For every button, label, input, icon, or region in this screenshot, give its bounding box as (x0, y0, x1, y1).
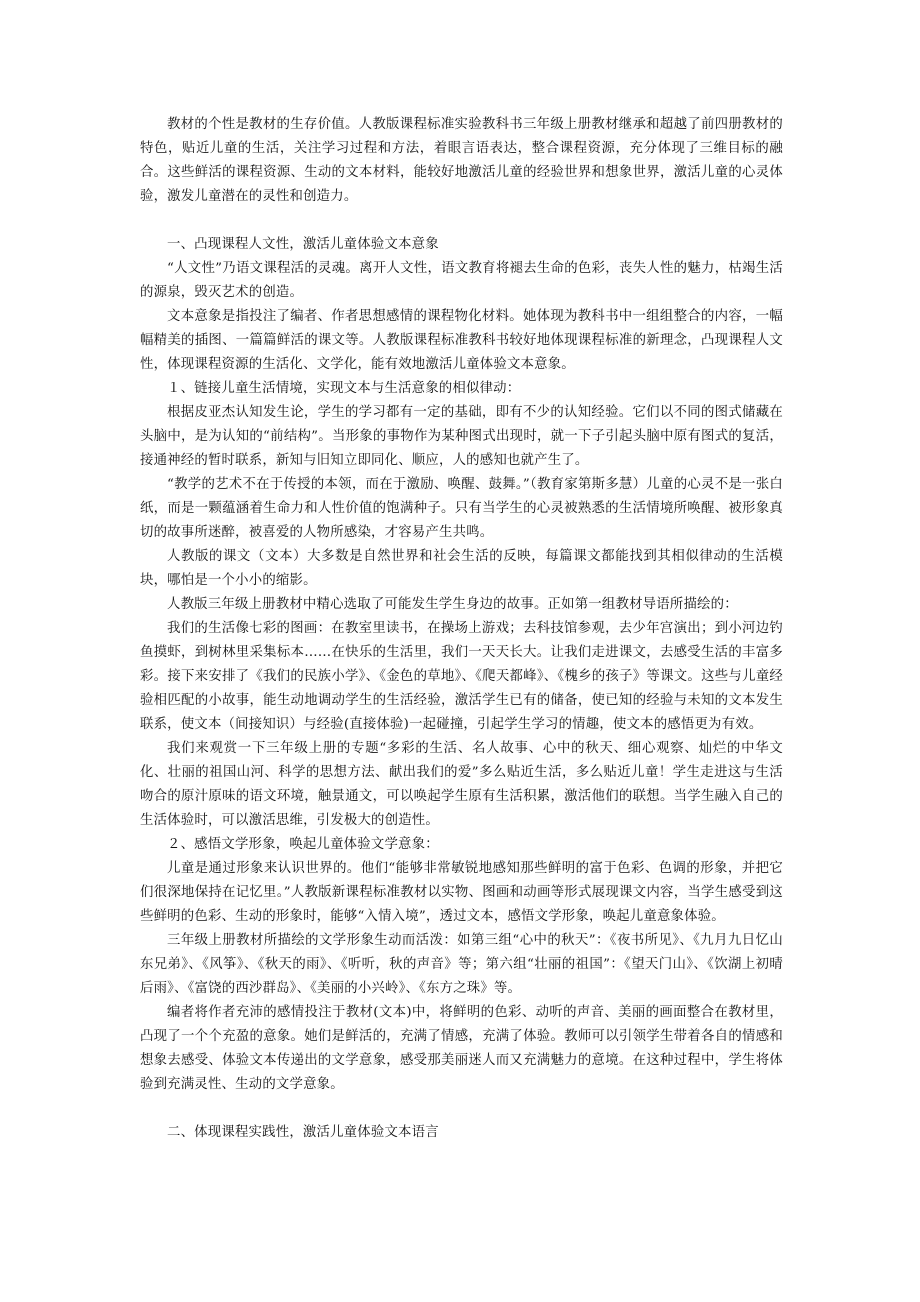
paragraph: 儿童是通过形象来认识世界的。他们“能够非常敏锐地感知那些鲜明的富于色彩、色调的形象，并把它们很深地保持在记忆里。”人教版新课程标准教材以实物、图画和动画等形式展现课文内容，当学生感受到这些鲜明的色彩、生动的形象时，能够“入情入境”，透过文本，感悟文学形象，唤起儿童意象体验。 (140, 861, 783, 924)
paragraph: 人教版三年级上册教材中精心选取了可能发生学生身边的故事。正如第一组教材导语所描绘的： (167, 597, 738, 612)
paragraph: 人教版的课文（文本）大多数是自然世界和社会生活的反映，每篇课文都能找到其相似律动的生活模块，哪怕是一个小小的缩影。 (140, 549, 783, 588)
intro-paragraph: 教材的个性是教材的生存价值。人教版课程标准实验教科书三年级上册教材继承和超越了前四册教材的特色，贴近儿童的生活，关注学习过程和方法，着眼言语表达，整合课程资源，充分体现了三维目标的融合。这些鲜活的课程资源、生动的文本材料，能较好地激活儿童的经验世界和想象世界，激活儿童的心灵体验，激发儿童潜在的灵性和创造力。 (140, 117, 783, 204)
section-heading-2: 二、体现课程实践性，激活儿童体验文本语言 (167, 1125, 439, 1140)
paragraph: “教学的艺术不在于传授的本领，而在于激励、唤醒、鼓舞。”（教育家第斯多慧）儿童的心灵不是一张白纸，而是一颗蕴涵着生命力和人性价值的饱满种子。只有当学生的心灵被熟悉的生活情境所唤醒、被形象真切的故事所迷醉，被喜爱的人物所感染，才容易产生共鸣。 (140, 477, 783, 540)
subsection-heading-1: １、链接儿童生活情境，实现文本与生活意象的相似律动： (167, 381, 521, 396)
paragraph: 我们的生活像七彩的图画：在教室里读书，在操场上游戏；去科技馆参观，去少年宫演出；到小河边钓鱼摸虾，到树林里采集标本……在快乐的生活里，我们一天天长大。让我们走进课文，去感受生活的丰富多彩。接下来安排了《我们的民族小学》、《金色的草地》、《爬天都峰》、《槐乡的孩子》等课文。这些与儿童经验相匹配的小故事，能生动地调动学生的生活经验，激活学生已有的储备，使已知的经验与未知的文本发生联系，使文本（间接知识）与经验(直接体验)一起碰撞，引起学生学习的情趣，使文本的感悟更为有效。 (140, 621, 783, 732)
paragraph: “人文性”乃语文课程活的灵魂。离开人文性，语文教育将褪去生命的色彩，丧失人性的魅力，枯竭生活的源泉，毁灭艺术的创造。 (140, 261, 783, 300)
paragraph: 编者将作者充沛的感情投注于教材(文本)中，将鲜明的色彩、动听的声音、美丽的画面整合在教材里，凸现了一个个充盈的意象。她们是鲜活的，充满了情感，充满了体验。教师可以引领学生带着各自的情感和想象去感受、体验文本传递出的文学意象，感受那美丽迷人而又充满魅力的意境。在这种过程中，学生将体验到充满灵性、生动的文学意象。 (140, 1005, 783, 1092)
paragraph: 我们来观赏一下三年级上册的专题“多彩的生活、名人故事、心中的秋天、细心观察、灿烂的中华文化、壮丽的祖国山河、科学的思想方法、献出我们的爱”多么贴近生活，多么贴近儿童！学生走进这与生活吻合的原汁原味的语文环境，触景通文，可以唤起学生原有生活积累，激活他们的联想。当学生融入自己的生活体验时，可以激活思维，引发极大的创造性。 (140, 741, 783, 828)
subsection-heading-2: ２、感悟文学形象，唤起儿童体验文学意象： (167, 837, 439, 852)
document-body (140, 113, 783, 1145)
paragraph-gap (140, 1097, 783, 1121)
paragraph-gap (140, 209, 783, 233)
paragraph: 文本意象是指投注了编者、作者思想感情的课程物化材料。她体现为教科书中一组组整合的内容，一幅幅精美的插图、一篇篇鲜活的课文等。人教版课程标准教科书较好地体现课程标准的新理念，凸现课程人文性，体现课程资源的生活化、文学化，能有效地激活儿童体验文本意象。 (140, 309, 783, 372)
paragraph: 三年级上册教材所描绘的文学形象生动而活泼：如第三组“心中的秋天”：《夜书所见》、《九月九日忆山东兄弟》、《风筝》、《秋天的雨》、《听听，秋的声音》等；第六组“壮丽的祖国”：《望天门山》、《饮湖上初晴后雨》、《富饶的西沙群岛》、《美丽的小兴岭》、《东方之珠》等。 (140, 933, 783, 996)
section-heading-1: 一、凸现课程人文性，激活儿童体验文本意象 (167, 237, 439, 252)
paragraph: 根据皮亚杰认知发生论，学生的学习都有一定的基础，即有不少的认知经验。它们以不同的图式储藏在头脑中，是为认知的“前结构”。当形象的事物作为某种图式出现时，就一下子引起头脑中原有图式的复活，接通神经的暂时联系，新知与旧知立即同化、顺应，人的感知也就产生了。 (140, 405, 783, 468)
